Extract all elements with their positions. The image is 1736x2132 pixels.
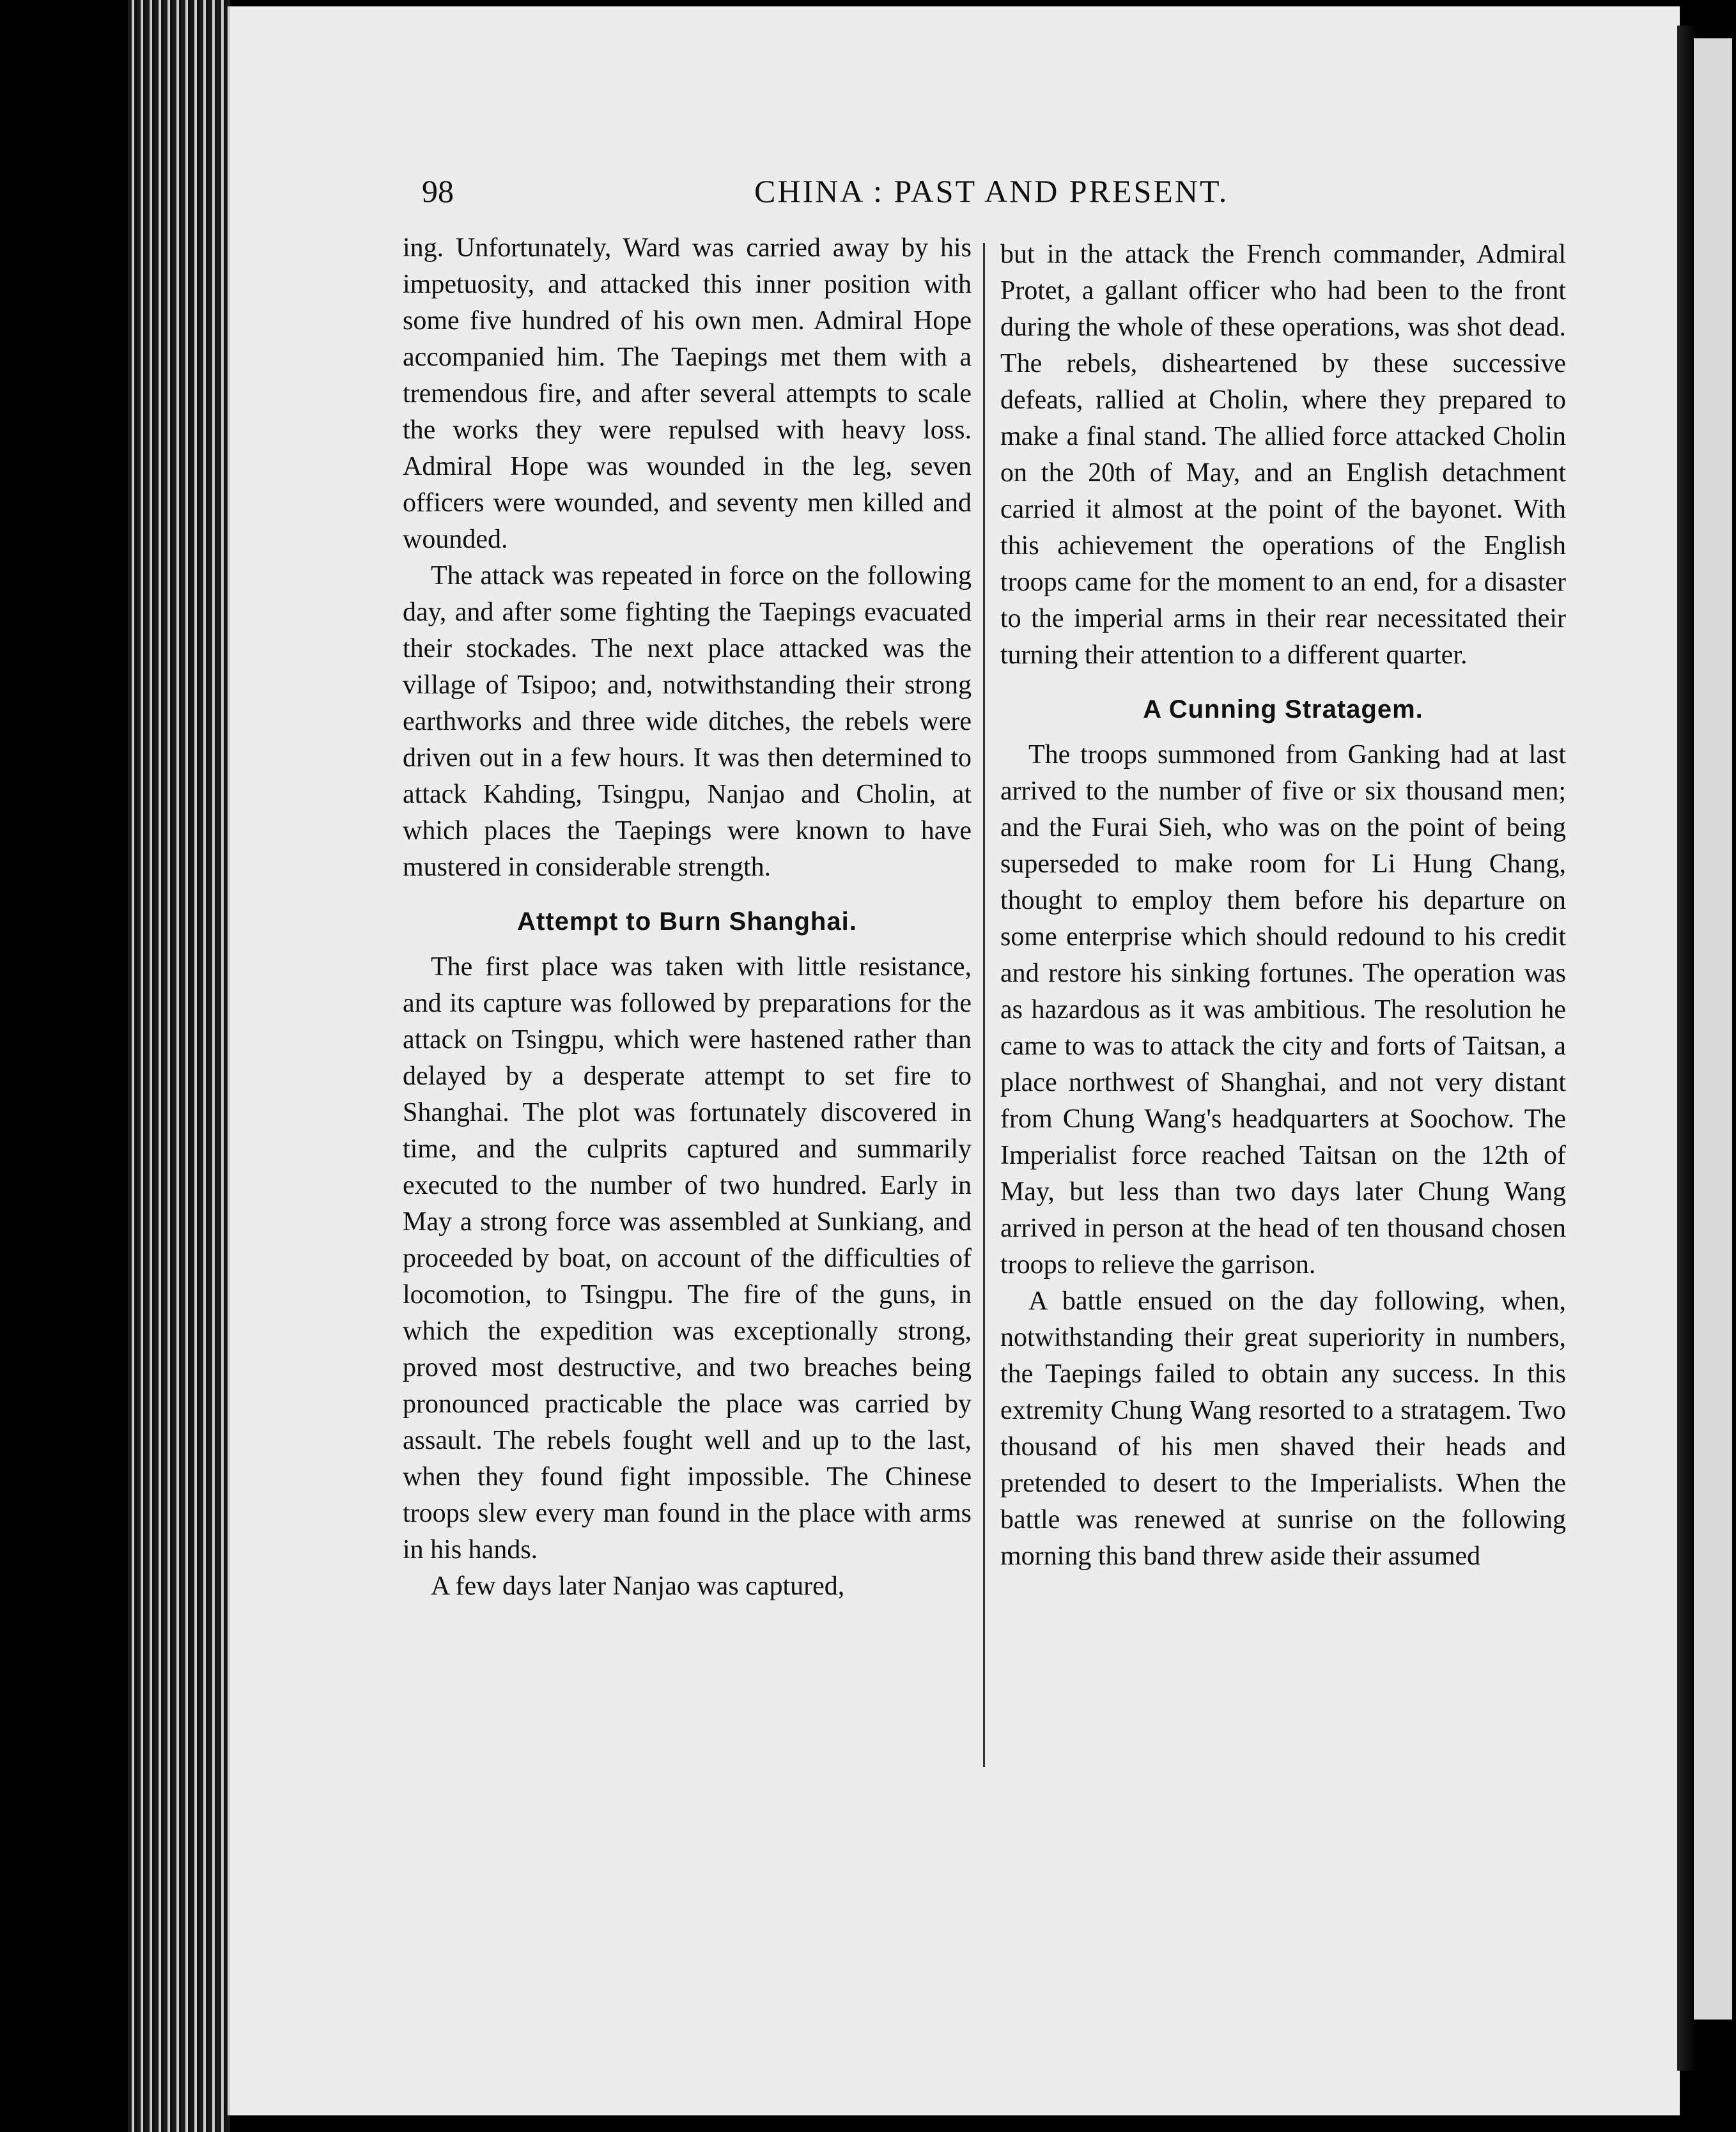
section-heading: Attempt to Burn Shanghai.	[517, 908, 857, 936]
page-number: 98	[422, 173, 454, 209]
paragraph: The troops summoned from Ganking had at last arrived to the number of five or six thousand men; and the Furai Sieh, who was on the point of being superseded to make room for Li Hung Chang, thought to employ them before his departure on some enterprise which should redound to his credit and restore his sinking fortunes. The operation was as hazardous as it was ambitious. The resolution he came to was to attack the city and forts of Taitsan, a place northwest of Shanghai, and not very distant from Chung Wang's headquarters at Soochow. The Imperialist force reached Taitsan on the 12th of May, but less than two days later Chung Wang arrived in person at the head of ten thousand chosen troops to relieve the garrison.	[1000, 740, 1566, 1279]
paragraph: A battle ensued on the day following, when, notwithstanding their great superiority in numbers, the Taepings failed to obtain any success. In this extremity Chung Wang resorted to a stratagem. Two thousand of his men shaved their heads and pretended to desert to the Imperialists. When the battle was renewed at sunrise on the following morning this band threw aside their assumed	[1000, 1286, 1566, 1571]
paragraph: ing. Unfortunately, Ward was carried away by his impetuosity, and attacked this inner position with some five hundred of his own men. Admiral Hope accompanied him. The Taepings met them with a tremendous fire, and after several attempts to scale the works they were repulsed with heavy loss. Admiral Hope was wounded in the leg, seven officers were wounded, and seventy men killed and wounded.	[403, 233, 972, 554]
right-page-strip	[1694, 38, 1732, 2020]
page-header	[422, 173, 1253, 224]
paragraph: The attack was repeated in force on the following day, and after some fighting the Taepings evacuated their stockades. The next place attacked was the village of Tsipoo; and, notwithstanding their strong earthworks and three wide ditches, the rebels were driven out in a few hours. It was then determined to attack Kahding, Tsingpu, Nanjao and Cholin, at which places the Taepings were known to have mustered in considerable strength.	[403, 561, 972, 882]
paragraph: A few days later Nanjao was captured,	[431, 1572, 845, 1601]
running-head: CHINA : PAST AND PRESENT.	[754, 173, 1229, 209]
left-column	[403, 230, 972, 1605]
paragraph: The first place was taken with little resistance, and its capture was followed by preparations for the attack on Tsingpu, which were hastened rather than delayed by a desperate attempt to set fire to Shanghai. The plot was fortunately discovered in time, and the culprits captured and summarily executed to the number of two hundred. Early in May a strong force was assembled at Sunkiang, and proceeded by boat, on account of the difficulties of locomotion, to Tsingpu. The fire of the guns, in which the expedition was exceptionally strong, proved most destructive, and two breaches being pronounced practicable the place was carried by assault. The rebels fought well and up to the last, when they found fight impossible. The Chinese troops slew every man found in the place with arms in his hands.	[403, 952, 972, 1564]
section-heading: A Cunning Stratagem.	[1143, 695, 1423, 723]
right-column	[1000, 236, 1566, 1575]
paragraph: but in the attack the French commander, Admiral Protet, a gallant officer who had been to the front during the whole of these operations, was shot dead. The rebels, disheartened by these successive defeats, rallied at Cholin, where they prepared to make a final stand. The allied force attacked Cholin on the 20th of May, and an English detachment carried it almost at the point of the bayonet. With this achievement the operations of the English troops came for the moment to an end, for a disaster to the imperial arms in their rear necessitated their turning their attention to a different quarter.	[1000, 240, 1566, 670]
book-page-edges	[128, 0, 230, 2132]
column-divider	[983, 243, 985, 1767]
